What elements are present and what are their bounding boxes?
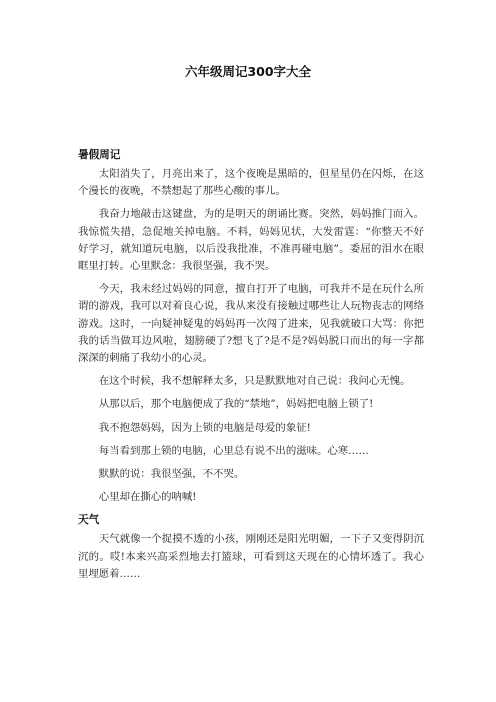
paragraph: 我不抱怨妈妈，因为上锁的电脑是母爱的象征! [98,421,311,434]
paragraph: 今天，我未经过妈妈的同意，擅自打开了电脑，可我并不是在玩什么所谓的游戏，我可以对着良心说，我从来没有接触过哪些让人玩物丧志的网络游戏。这时，一向疑神疑鬼的妈妈再一次闯了进来，见我就破口大骂：你把我的话当做耳边风啦，翅膀硬了?想飞了?是不是?妈妈脱口而出的每一字都深深的刺痛了我幼小的心灵。 [78,283,424,365]
paragraph: 从那以后，那个电脑便成了我的“禁地”，妈妈把电脑上锁了! [98,398,374,411]
paragraph: 我奋力地敲击这键盘，为的是明天的朗诵比赛。突然，妈妈推门而入。我惊慌失措，急促地关掉电脑。不料，妈妈见状，大发雷霆：“你整天不好好学习，就知道玩电脑，以后没我批准，不准再碰电脑”。委屈的泪水在眼眶里打转。心里默念：我很坚强，我不哭。 [78,208,424,273]
section-heading-weather: 天气 [78,514,100,527]
section-heading-summer: 暑假周记 [78,149,121,161]
document-body [78,147,424,589]
paragraph: 在这个时候，我不想解释太多，只是默默地对自己说：我问心无愧。 [98,375,411,388]
paragraph: 心里却在撕心的呐喊! [98,491,197,504]
paragraph: 默默的说：我很坚强，不不哭。 [98,468,245,481]
paragraph: 每当看到那上锁的电脑，心里总有说不出的滋味。心寒…… [98,444,369,457]
paragraph: 天气就像一个捉摸不透的小孩，刚刚还是阳光明媚，一下子又变得阴沉沉的。哎!本来兴高采烈地去打篮球，可看到这天现在的心情坏透了。我心里埋愿着…… [78,533,424,580]
paragraph: 太阳消失了，月亮出来了，这个夜晚是黑暗的，但星星仍在闪烁，在这个漫长的夜晚，不禁想起了那些心酸的事儿。 [78,168,424,198]
document-title: 六年级周记300字大全 [184,64,312,79]
